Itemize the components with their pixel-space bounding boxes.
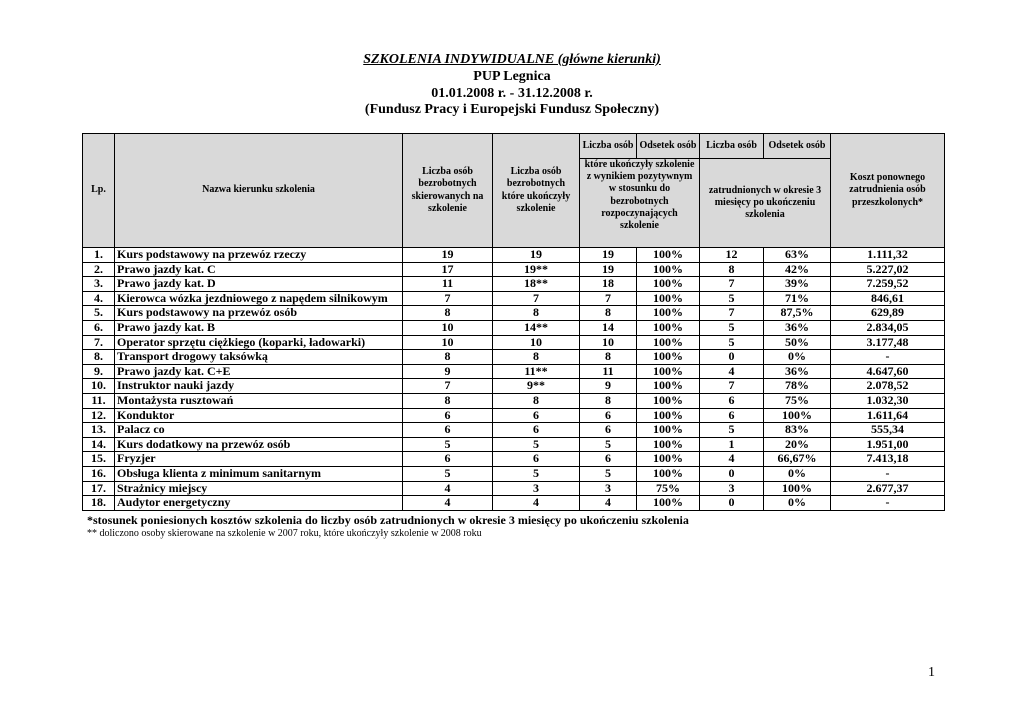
col-header-name: Nazwa kierunku szkolenia: [115, 134, 403, 248]
cell-pos-count: 8: [580, 306, 637, 321]
cell-referred: 11: [403, 277, 493, 292]
footnote-completed: ** doliczono osoby skierowane na szkolenie w 2007 roku, które ukończyły szkolenie w 2008 roku: [87, 528, 482, 539]
cell-emp-count: 4: [700, 364, 764, 379]
cell-emp-pct: 100%: [764, 408, 831, 423]
cell-cost: 4.647,60: [831, 364, 945, 379]
cell-lp: 2.: [83, 262, 115, 277]
cell-name: Operator sprzętu ciężkiego (koparki, ładowarki): [115, 335, 403, 350]
table-row: [83, 335, 945, 350]
table-row: [83, 408, 945, 423]
cell-cost: -: [831, 496, 945, 511]
cell-completed: 8: [493, 306, 580, 321]
cell-pos-count: 6: [580, 423, 637, 438]
cell-pos-pct: 100%: [637, 306, 700, 321]
cell-pos-pct: 100%: [637, 393, 700, 408]
cell-completed: 18**: [493, 277, 580, 292]
cell-emp-count: 5: [700, 320, 764, 335]
training-table: [82, 133, 945, 511]
cell-cost: 1.611,64: [831, 408, 945, 423]
cell-pos-pct: 100%: [637, 364, 700, 379]
cell-lp: 6.: [83, 320, 115, 335]
cell-emp-pct: 100%: [764, 481, 831, 496]
cell-completed: 19**: [493, 262, 580, 277]
cell-emp-count: 5: [700, 291, 764, 306]
cell-pos-count: 8: [580, 393, 637, 408]
cell-emp-pct: 75%: [764, 393, 831, 408]
cell-emp-pct: 0%: [764, 496, 831, 511]
cell-lp: 1.: [83, 248, 115, 263]
cell-lp: 10.: [83, 379, 115, 394]
cell-pos-count: 9: [580, 379, 637, 394]
cell-emp-count: 7: [700, 379, 764, 394]
cell-pos-pct: 100%: [637, 335, 700, 350]
cell-emp-pct: 50%: [764, 335, 831, 350]
cell-referred: 6: [403, 452, 493, 467]
cell-completed: 7: [493, 291, 580, 306]
cell-referred: 6: [403, 423, 493, 438]
table-row: [83, 496, 945, 511]
cell-lp: 11.: [83, 393, 115, 408]
cell-lp: 7.: [83, 335, 115, 350]
cell-pos-pct: 100%: [637, 291, 700, 306]
cell-emp-count: 6: [700, 393, 764, 408]
cell-completed: 3: [493, 481, 580, 496]
cell-name: Prawo jazdy kat. C+E: [115, 364, 403, 379]
cell-pos-count: 18: [580, 277, 637, 292]
cell-referred: 8: [403, 350, 493, 365]
cell-lp: 16.: [83, 466, 115, 481]
cell-name: Transport drogowy taksówką: [115, 350, 403, 365]
cell-referred: 19: [403, 248, 493, 263]
cell-cost: 629,89: [831, 306, 945, 321]
cell-lp: 12.: [83, 408, 115, 423]
cell-lp: 4.: [83, 291, 115, 306]
document-title: SZKOLENIA INDYWIDUALNE (główne kierunki): [363, 52, 661, 67]
table-header: [83, 134, 945, 248]
col-header-employed-desc: zatrudnionych w okresie 3 miesięcy po ukończeniu szkolenia: [700, 159, 831, 248]
cell-name: Montażysta rusztowań: [115, 393, 403, 408]
col-header-positive-desc: które ukończyły szkolenie z wynikiem pozytywnym w stosunku do bezrobotnych rozpoczynających szkolenie: [580, 159, 700, 248]
funding-source: (Fundusz Pracy i Europejski Fundusz Społeczny): [364, 102, 660, 117]
col-header-employed-count: Liczba osób: [700, 134, 764, 159]
cell-pos-count: 5: [580, 466, 637, 481]
cell-emp-count: 0: [700, 496, 764, 511]
cell-emp-count: 8: [700, 262, 764, 277]
cell-referred: 8: [403, 306, 493, 321]
cell-pos-pct: 100%: [637, 437, 700, 452]
cell-completed: 10: [493, 335, 580, 350]
cell-completed: 5: [493, 466, 580, 481]
cell-completed: 6: [493, 423, 580, 438]
table-row: [83, 379, 945, 394]
cell-cost: 846,61: [831, 291, 945, 306]
col-header-positive-pct: Odsetek osób: [637, 134, 700, 159]
cell-cost: 1.111,32: [831, 248, 945, 263]
cell-name: Kurs podstawowy na przewóz osób: [115, 306, 403, 321]
cell-name: Palacz co: [115, 423, 403, 438]
cell-emp-pct: 87,5%: [764, 306, 831, 321]
table-body: [83, 248, 945, 511]
cell-emp-count: 5: [700, 423, 764, 438]
page-number: 1: [928, 665, 935, 680]
cell-referred: 5: [403, 437, 493, 452]
cell-referred: 4: [403, 496, 493, 511]
cell-lp: 15.: [83, 452, 115, 467]
cell-completed: 8: [493, 350, 580, 365]
cell-cost: 3.177,48: [831, 335, 945, 350]
table-row: [83, 277, 945, 292]
cell-pos-count: 19: [580, 262, 637, 277]
cell-name: Fryzjer: [115, 452, 403, 467]
cell-referred: 10: [403, 335, 493, 350]
cell-pos-pct: 100%: [637, 452, 700, 467]
cell-pos-count: 11: [580, 364, 637, 379]
col-header-cost: Koszt ponownego zatrudnienia osób przeszkolonych*: [831, 134, 945, 248]
cell-emp-pct: 0%: [764, 350, 831, 365]
cell-emp-count: 4: [700, 452, 764, 467]
cell-emp-pct: 42%: [764, 262, 831, 277]
cell-emp-count: 0: [700, 466, 764, 481]
cell-name: Kierowca wózka jezdniowego z napędem silnikowym: [115, 291, 403, 306]
table-row: [83, 262, 945, 277]
cell-pos-pct: 100%: [637, 320, 700, 335]
cell-emp-count: 5: [700, 335, 764, 350]
cell-referred: 7: [403, 291, 493, 306]
cell-pos-count: 3: [580, 481, 637, 496]
cell-emp-pct: 0%: [764, 466, 831, 481]
cell-lp: 14.: [83, 437, 115, 452]
cell-name: Kurs podstawowy na przewóz rzeczy: [115, 248, 403, 263]
cell-referred: 10: [403, 320, 493, 335]
cell-referred: 17: [403, 262, 493, 277]
cell-completed: 6: [493, 452, 580, 467]
cell-pos-pct: 100%: [637, 466, 700, 481]
cell-pos-pct: 100%: [637, 262, 700, 277]
cell-pos-pct: 100%: [637, 248, 700, 263]
cell-completed: 19: [493, 248, 580, 263]
cell-cost: 7.413,18: [831, 452, 945, 467]
cell-name: Prawo jazdy kat. C: [115, 262, 403, 277]
cell-emp-pct: 39%: [764, 277, 831, 292]
cell-referred: 5: [403, 466, 493, 481]
cell-lp: 13.: [83, 423, 115, 438]
cell-pos-pct: 100%: [637, 350, 700, 365]
cell-emp-count: 0: [700, 350, 764, 365]
table-row: [83, 423, 945, 438]
cell-completed: 5: [493, 437, 580, 452]
cell-emp-pct: 63%: [764, 248, 831, 263]
footnote-cost: *stosunek poniesionych kosztów szkolenia do liczby osób zatrudnionych w okresie 3 miesięcy po ukończeniu szkolenia: [87, 513, 689, 527]
cell-name: Prawo jazdy kat. D: [115, 277, 403, 292]
cell-referred: 6: [403, 408, 493, 423]
cell-pos-count: 10: [580, 335, 637, 350]
cell-cost: -: [831, 350, 945, 365]
cell-referred: 9: [403, 364, 493, 379]
cell-name: Kurs dodatkowy na przewóz osób: [115, 437, 403, 452]
table-row: [83, 466, 945, 481]
office-name: PUP Legnica: [473, 69, 551, 84]
cell-emp-count: 6: [700, 408, 764, 423]
cell-emp-pct: 78%: [764, 379, 831, 394]
report-period: 01.01.2008 r. - 31.12.2008 r.: [431, 86, 593, 101]
col-header-positive-count: Liczba osób: [580, 134, 637, 159]
cell-cost: -: [831, 466, 945, 481]
col-header-referred: Liczba osób bezrobotnych skierowanych na szkolenie: [403, 134, 493, 248]
cell-pos-count: 7: [580, 291, 637, 306]
cell-pos-pct: 100%: [637, 277, 700, 292]
cell-lp: 17.: [83, 481, 115, 496]
cell-referred: 8: [403, 393, 493, 408]
cell-pos-pct: 100%: [637, 379, 700, 394]
cell-lp: 3.: [83, 277, 115, 292]
cell-pos-count: 14: [580, 320, 637, 335]
cell-name: Audytor energetyczny: [115, 496, 403, 511]
cell-name: Strażnicy miejscy: [115, 481, 403, 496]
cell-emp-count: 1: [700, 437, 764, 452]
cell-pos-pct: 100%: [637, 496, 700, 511]
cell-emp-pct: 66,67%: [764, 452, 831, 467]
cell-name: Prawo jazdy kat. B: [115, 320, 403, 335]
cell-emp-pct: 83%: [764, 423, 831, 438]
cell-cost: 1.032,30: [831, 393, 945, 408]
cell-cost: 2.834,05: [831, 320, 945, 335]
table-row: [83, 393, 945, 408]
cell-lp: 9.: [83, 364, 115, 379]
cell-emp-pct: 36%: [764, 320, 831, 335]
cell-pos-pct: 75%: [637, 481, 700, 496]
cell-pos-count: 8: [580, 350, 637, 365]
cell-lp: 18.: [83, 496, 115, 511]
cell-referred: 4: [403, 481, 493, 496]
cell-lp: 5.: [83, 306, 115, 321]
cell-name: Obsługa klienta z minimum sanitarnym: [115, 466, 403, 481]
table-row: [83, 364, 945, 379]
table-row: [83, 452, 945, 467]
cell-lp: 8.: [83, 350, 115, 365]
cell-emp-pct: 20%: [764, 437, 831, 452]
cell-cost: 7.259,52: [831, 277, 945, 292]
cell-cost: 2.677,37: [831, 481, 945, 496]
cell-pos-count: 6: [580, 452, 637, 467]
table-row: [83, 291, 945, 306]
cell-emp-count: 7: [700, 306, 764, 321]
cell-pos-pct: 100%: [637, 423, 700, 438]
cell-completed: 6: [493, 408, 580, 423]
table-row: [83, 481, 945, 496]
cell-cost: 555,34: [831, 423, 945, 438]
cell-completed: 8: [493, 393, 580, 408]
cell-emp-pct: 71%: [764, 291, 831, 306]
cell-cost: 2.078,52: [831, 379, 945, 394]
cell-referred: 7: [403, 379, 493, 394]
cell-name: Instruktor nauki jazdy: [115, 379, 403, 394]
col-header-completed: Liczba osób bezrobotnych które ukończyły szkolenie: [493, 134, 580, 248]
cell-cost: 1.951,00: [831, 437, 945, 452]
table-row: [83, 248, 945, 263]
cell-pos-count: 6: [580, 408, 637, 423]
table-row: [83, 306, 945, 321]
cell-name: Konduktor: [115, 408, 403, 423]
cell-pos-count: 5: [580, 437, 637, 452]
table-row: [83, 350, 945, 365]
cell-pos-pct: 100%: [637, 408, 700, 423]
cell-emp-count: 12: [700, 248, 764, 263]
cell-completed: 14**: [493, 320, 580, 335]
cell-completed: 11**: [493, 364, 580, 379]
table-row: [83, 437, 945, 452]
cell-completed: 9**: [493, 379, 580, 394]
cell-pos-count: 19: [580, 248, 637, 263]
cell-cost: 5.227,02: [831, 262, 945, 277]
cell-emp-pct: 36%: [764, 364, 831, 379]
cell-emp-count: 3: [700, 481, 764, 496]
cell-emp-count: 7: [700, 277, 764, 292]
cell-pos-count: 4: [580, 496, 637, 511]
cell-completed: 4: [493, 496, 580, 511]
table-row: [83, 320, 945, 335]
col-header-employed-pct: Odsetek osób: [764, 134, 831, 159]
col-header-lp: Lp.: [83, 134, 115, 248]
